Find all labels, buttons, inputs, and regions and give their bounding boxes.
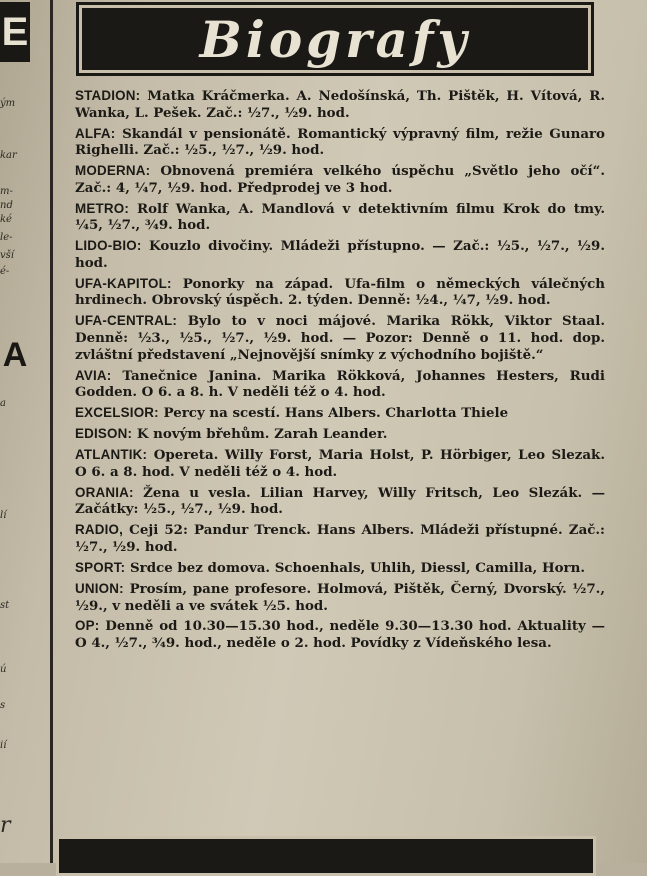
cinema-entry [75,313,605,363]
adjacent-column-fragment: nd [0,200,13,211]
adjacent-column-fragment: ií [0,740,7,751]
cinema-entry [75,581,605,614]
adjacent-column-fragment: kar [0,150,17,161]
cinema-entry [75,238,605,271]
programme-text: Denně od 10.30—15.30 hod., neděle 9.30—13.30 hod. Aktuality — O 4., ½7., ¾9. hod., neděle o 2. hod. Povídky z Vídeňského lesa. [75,618,605,652]
cinema-entry [75,447,605,480]
cinema-entry [75,163,605,196]
adjacent-column-fragment: r [0,813,11,838]
adjacent-column-fragment: é- [0,266,10,277]
section-title: Biografy [199,9,471,69]
programme-text: K novým břehům. Zarah Leander. [136,426,388,443]
cinema-name: OP: [75,618,100,634]
cinema-entry [75,201,605,234]
cinema-entry [75,426,605,443]
adjacent-column-fragment: vší [0,250,14,261]
adjacent-column-fragment: a [0,398,6,409]
next-section-banner [56,836,596,876]
cinema-entry [75,368,605,401]
adjacent-column-fragment: ké [0,214,12,225]
cinema-name: UFA-KAPITOL: [75,275,172,291]
adjacent-column-letter: A [2,335,28,374]
cinema-name: METRO: [75,200,130,216]
adjacent-column-fragment: s [0,700,6,711]
cinema-entry [75,522,605,555]
programme-text: Opereta. Willy Forst, Maria Holst, P. Hörbiger, Leo Slezak. O 6. a 8. hod. V neděli též o 4. hod. [75,447,605,480]
adjacent-column [0,0,48,863]
programme-text: Percy na scestí. Hans Albers. Charlotta Thiele [163,405,509,422]
programme-text: Obnovená premiéra velkého úspěchu „Světlo jeho očí“. Zač.: 4, ¼7, ½9. hod. Předprodej ve 3 hod. [75,163,605,196]
programme-text: Žena u vesla. Lilian Harvey, Willy Fritsch, Leo Slezák. — Začátky: ½5., ½7., ½9. hod. [75,484,605,518]
adjacent-column-fragment: m- [0,186,13,197]
cinema-name: EDISON: [75,426,133,442]
cinema-name: ALFA: [75,125,116,141]
cinema-name: UFA-CENTRAL: [75,313,178,329]
section-header-banner [76,2,594,76]
programme-text: Tanečnice Janina. Marika Rökková, Johannes Hesters, Rudi Godden. O 6. a 8. h. V neděli též o 4. hod. [75,367,605,401]
programme-text: Bylo to v noci májové. Marika Rökk, Viktor Staal. Denně: ½3., ½5., ½7., ½9. hod. — Pozor: Denně o 11. hod. dop. zvláštní představení „Nejnovější snímky z východního bojiště.“ [75,313,605,363]
cinema-name: AVIA: [75,367,112,383]
cinema-entry [75,405,605,422]
cinema-entry [75,126,605,159]
programme-text: Ponorky na západ. Ufa-film o německých válečných hrdinech. Obrovský úspěch. 2. týden. Denně: ½4., ¼7, ½9. hod. [75,275,605,309]
cinema-name: ATLANTIK: [75,447,148,463]
cinema-listings [75,88,605,656]
cinema-entry [75,618,605,651]
adjacent-column-fragment: le- [0,232,13,243]
programme-text: Rolf Wanka, A. Mandlová v detektivním filmu Krok do tmy. ¼5, ½7., ¾9. hod. [75,200,605,234]
programme-text: Ceji 52: Pandur Trenck. Hans Albers. Mládeži přístupné. Zač.: ½7., ½9. hod. [75,522,605,555]
cinema-entry [75,560,605,577]
cinema-name: SPORT: [75,559,126,575]
cinema-name: STADION: [75,88,141,103]
adjacent-column-fragment: ú [0,664,7,675]
programme-text: Kouzlo divočiny. Mládeži přístupno. — Zač.: ½5., ½7., ½9. hod. [75,238,605,271]
programme-text: Srdce bez domova. Schoenhals, Uhlih, Diessl, Camilla, Horn. [129,559,585,576]
cinema-name: ORANIA: [75,484,134,500]
cinema-name: EXCELSIOR: [75,405,159,421]
adjacent-column-fragment: st [0,600,10,611]
column-rule [50,0,53,863]
cinema-name: LIDO-BIO: [75,238,142,254]
adjacent-column-letter: E [0,2,30,62]
cinema-name: MODERNA: [75,163,151,179]
programme-text: Prosím, pane profesore. Holmová, Pištěk, Černý, Dvorský. ½7., ½9., v neděli a ve svátek ½5. hod. [75,580,605,614]
cinema-entry [75,88,605,121]
cinema-entry [75,276,605,309]
cinema-name: RADIO, [75,522,124,538]
programme-text: Matka Kráčmerka. A. Nedošínská, Th. Pištěk, H. Vítová, R. Wanka, L. Pešek. Zač.: ½7., ½9. hod. [75,88,605,121]
adjacent-column-fragment: ým [0,98,16,109]
cinema-name: UNION: [75,580,124,596]
adjacent-column-fragment: lí [0,510,7,521]
programme-text: Skandál v pensionátě. Romantický výpravný film, režie Gunaro Righelli. Zač.: ½5., ½7., ½9. hod. [75,125,605,159]
cinema-entry [75,485,605,518]
